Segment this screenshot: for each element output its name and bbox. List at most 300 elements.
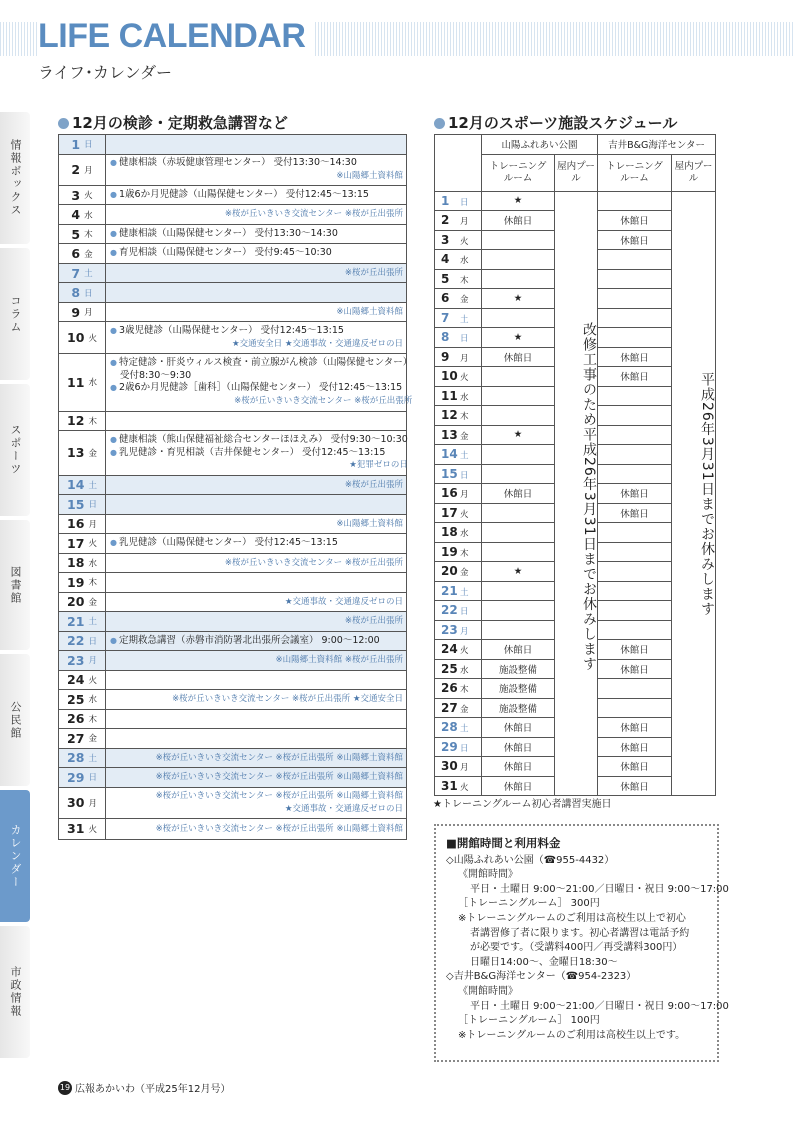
day-number: 13 (67, 445, 85, 461)
date-cell (435, 503, 482, 523)
day-number: 18 (67, 555, 85, 571)
weekday: 月 (460, 353, 469, 364)
event-item: ● 健康相談（赤坂健康管理センター） 受付13:30～14:30 (110, 157, 403, 170)
weekday: 月 (88, 519, 97, 530)
training-status-venue2: 休館日 (598, 718, 672, 738)
training-status-venue1 (482, 445, 555, 465)
date-cell (435, 211, 482, 231)
calendar-row (59, 283, 406, 303)
date-cell (435, 542, 482, 562)
day-number: 15 (67, 496, 85, 512)
pool-closed-notice-venue1: 改修工事のため平成26年3月31日までお休みします (555, 191, 598, 796)
training-status-venue1: ★ (482, 562, 555, 582)
sports-schedule-table (434, 134, 716, 796)
training-status-venue2: 休館日 (598, 211, 672, 231)
left-section-title: 12月の検診・定期救急講習など (58, 112, 288, 133)
training-status-venue1 (482, 308, 555, 328)
day-number: 29 (441, 739, 458, 754)
event-item: ※桜が丘出張所 (344, 479, 403, 490)
hours-fees-box (434, 824, 729, 1062)
day-number: 24 (67, 672, 85, 688)
side-tab[interactable]: 公民館 (0, 654, 30, 786)
training-status-venue2 (598, 562, 672, 582)
day-number: 9 (71, 304, 81, 320)
date-cell (435, 718, 482, 738)
training-status-venue1 (482, 620, 555, 640)
weekday: 月 (460, 217, 469, 228)
training-status-venue1: 休館日 (482, 718, 555, 738)
side-tab[interactable]: カレンダー (0, 790, 30, 922)
date-cell (435, 659, 482, 679)
date-cell (59, 354, 106, 411)
calendar-row (59, 412, 406, 432)
event-item: ● 1歳6か月児健診（山陽保健センター） 受付12:45～13:15 (110, 189, 403, 202)
date-cell (435, 425, 482, 445)
training-status-venue1: 休館日 (482, 757, 555, 777)
event-cell (106, 690, 406, 709)
training-status-venue2 (598, 328, 672, 348)
training-status-venue2 (598, 386, 672, 406)
weekday: 土 (88, 753, 97, 764)
weekday: 日 (88, 773, 97, 784)
weekday: 金 (84, 249, 93, 260)
right-section-title: 12月のスポーツ施設スケジュール (434, 112, 677, 133)
day-number: 28 (67, 750, 85, 766)
date-cell (435, 698, 482, 718)
date-cell (59, 788, 106, 818)
day-number: 17 (67, 535, 85, 551)
info-line: ※トレーニングルームのご利用は高校生以上です。 (458, 1029, 686, 1041)
event-item: ※桜が丘いきいき交流センター ※桜が丘出張所 ※山陽郷土資料館 (155, 791, 403, 802)
weekday: 木 (88, 714, 97, 725)
event-item: ● 育児相談（山陽保健センター） 受付9:45～10:30 (110, 247, 403, 260)
day-number: 29 (67, 769, 85, 785)
day-number: 25 (441, 661, 458, 676)
footer (58, 1080, 230, 1095)
training-status-venue2 (598, 523, 672, 543)
calendar-row (59, 573, 406, 593)
weekday: 木 (460, 685, 469, 696)
event-cell (106, 186, 406, 205)
training-status-venue2: 休館日 (598, 659, 672, 679)
date-cell (59, 768, 106, 787)
training-status-venue2: 休館日 (598, 640, 672, 660)
weekday: 日 (88, 636, 97, 647)
event-cell (106, 495, 406, 514)
day-number: 10 (67, 330, 85, 346)
calendar-row (59, 651, 406, 671)
day-number: 3 (71, 187, 81, 203)
calendar-row (59, 225, 406, 245)
day-number: 30 (67, 795, 85, 811)
event-cell (106, 632, 406, 651)
weekday: 火 (460, 509, 469, 520)
side-tab[interactable]: スポーツ (0, 384, 30, 516)
day-number: 23 (441, 622, 458, 637)
event-item: ● 乳児健診（山陽保健センター） 受付12:45～13:15 (110, 537, 403, 550)
training-status-venue1 (482, 230, 555, 250)
weekday: 土 (88, 480, 97, 491)
event-cell (106, 354, 415, 411)
weekday: 月 (88, 656, 97, 667)
event-item: ※桜が丘いきいき交流センター ※桜が丘出張所 ★交通安全日 (172, 694, 403, 705)
calendar-row (59, 205, 406, 225)
event-item: ● 健康相談（山陽保健センター） 受付13:30～14:30 (110, 228, 403, 241)
training-status-venue2 (598, 308, 672, 328)
date-cell (59, 593, 106, 612)
event-cell (106, 205, 406, 224)
training-status-venue2 (598, 289, 672, 309)
day-number: 26 (67, 711, 85, 727)
event-item: ★交通安全日 ★交通事故・交通違反ゼロの日 (232, 338, 403, 349)
pool-header: 屋内プール (672, 154, 716, 191)
calendar-row (59, 710, 406, 730)
event-cell (106, 534, 406, 553)
event-item: ● 定期救急講習（赤磐市消防署北出張所会議室） 9:00～12:00 (110, 635, 403, 648)
weekday: 火 (88, 539, 97, 550)
day-number: 20 (441, 564, 458, 579)
day-number: 27 (441, 700, 458, 715)
venue1-header: 山陽ふれあい公園 (482, 135, 598, 155)
info-line: ［トレーニングルーム］ 300円 (458, 898, 600, 910)
date-cell (435, 640, 482, 660)
info-line: ※トレーニングルームのご利用は高校生以上で初心 (458, 912, 686, 924)
event-cell (106, 671, 406, 690)
event-item: ※山陽郷土資料館 (336, 170, 403, 181)
weekday: 火 (88, 333, 97, 344)
info-line: ◇吉井B&G海洋センター（☎954-2323） (446, 971, 637, 983)
event-item: ※桜が丘いきいき交流センター ※桜が丘出張所 (234, 395, 413, 406)
training-status-venue2 (598, 269, 672, 289)
date-cell (59, 710, 106, 729)
event-item: ※桜が丘いきいき交流センター ※桜が丘出張所 ※山陽郷土資料館 (155, 772, 403, 783)
weekday: 火 (84, 191, 93, 202)
weekday: 土 (460, 451, 469, 462)
training-room-header: トレーニング ルーム (598, 154, 672, 191)
event-item: ※桜が丘いきいき交流センター ※桜が丘出張所 (224, 209, 403, 220)
event-item: ★交通事故・交通違反ゼロの日 (284, 803, 403, 814)
date-cell (59, 671, 106, 690)
weekday: 木 (460, 275, 469, 286)
weekday: 金 (88, 597, 97, 608)
day-number: 25 (67, 691, 85, 707)
training-room-header: トレーニング ルーム (482, 154, 555, 191)
date-cell (435, 523, 482, 543)
event-cell (106, 554, 406, 573)
date-cell (435, 347, 482, 367)
weekday: 火 (460, 373, 469, 384)
weekday: 金 (460, 704, 469, 715)
pool-closed-notice-venue2: 平成26年3月31日までお休みします (672, 191, 716, 796)
calendar-row (59, 788, 406, 819)
weekday: 木 (460, 548, 469, 559)
date-cell (59, 632, 106, 651)
info-line: が必要です。（受講料400円／再受講料300円） (470, 942, 683, 954)
training-status-venue1: 休館日 (482, 640, 555, 660)
side-tab[interactable]: 情報ボックス (0, 112, 30, 244)
training-status-venue2 (598, 425, 672, 445)
info-line: 《開館時間》 (458, 869, 518, 881)
weekday: 土 (88, 617, 97, 628)
training-status-venue2 (598, 698, 672, 718)
training-status-venue1: 休館日 (482, 484, 555, 504)
side-tab[interactable]: 市政情報 (0, 926, 30, 1058)
info-line: 平日・土曜日 9:00～21:00／日曜日・祝日 9:00～17:00 (470, 1000, 729, 1012)
weekday: 水 (84, 210, 93, 221)
event-item: ※桜が丘いきいき交流センター ※桜が丘出張所 (224, 557, 403, 568)
weekday: 水 (460, 529, 469, 540)
day-number: 3 (441, 232, 450, 247)
side-tab[interactable]: 図書館 (0, 520, 30, 650)
training-status-venue1 (482, 250, 555, 270)
date-cell (435, 367, 482, 387)
date-cell (59, 476, 106, 495)
day-number: 23 (67, 652, 85, 668)
day-number: 24 (441, 642, 458, 657)
day-number: 26 (441, 681, 458, 696)
date-cell (435, 230, 482, 250)
weekday: 火 (88, 675, 97, 686)
day-number: 19 (67, 574, 85, 590)
training-status-venue1: 休館日 (482, 211, 555, 231)
calendar-row (59, 593, 406, 613)
training-status-venue2 (598, 679, 672, 699)
training-status-venue1: ★ (482, 425, 555, 445)
training-status-venue1: 休館日 (482, 776, 555, 796)
info-line: 日曜日14:00～、金曜日18:30～ (470, 956, 618, 968)
day-number: 2 (441, 213, 450, 228)
calendar-row (59, 515, 406, 535)
event-cell (106, 322, 406, 352)
weekday: 水 (460, 256, 469, 267)
training-status-venue2 (598, 445, 672, 465)
event-cell (106, 135, 406, 154)
weekday: 木 (460, 412, 469, 423)
event-cell (106, 593, 406, 612)
training-status-venue1 (482, 601, 555, 621)
weekday: 日 (84, 288, 93, 299)
date-cell (59, 244, 106, 263)
day-number: 6 (441, 291, 450, 306)
event-item: ★交通事故・交通違反ゼロの日 (284, 596, 403, 607)
training-status-venue1: 施設整備 (482, 679, 555, 699)
event-item: ● 乳児健診・育児相談（吉井保健センター） 受付12:45～13:15 (110, 447, 408, 460)
date-cell (59, 303, 106, 322)
weekday: 金 (88, 448, 97, 459)
training-status-venue1 (482, 542, 555, 562)
date-cell (435, 289, 482, 309)
calendar-row (59, 612, 406, 632)
training-status-venue2 (598, 464, 672, 484)
date-cell (435, 386, 482, 406)
weekday: 月 (88, 798, 97, 809)
day-number: 21 (441, 583, 458, 598)
weekday: 金 (460, 568, 469, 579)
info-line: ◇山陽ふれあい公園（☎955-4432） (446, 854, 615, 866)
bullet-icon (58, 118, 69, 129)
training-status-venue2: 休館日 (598, 757, 672, 777)
date-cell (435, 445, 482, 465)
date-cell (59, 135, 106, 154)
date-cell (435, 406, 482, 426)
training-status-venue2: 休館日 (598, 776, 672, 796)
info-line: 《開館時間》 (458, 985, 518, 997)
event-cell (106, 155, 406, 185)
calendar-row (59, 671, 406, 691)
day-number: 2 (71, 162, 81, 178)
date-cell (59, 729, 106, 748)
calendar-row (59, 431, 406, 476)
day-number: 31 (67, 821, 85, 837)
event-cell (106, 225, 406, 244)
calendar-row (59, 749, 406, 769)
info-line: 者講習修了者に限ります。初心者講習は電話予約 (470, 927, 690, 939)
page-subtitle: ライフ･カレンダー (38, 63, 173, 82)
event-item: ● 特定健診・肝炎ウィルス検査・前立腺がん検診（山陽保健センター） (110, 357, 412, 370)
calendar-row (59, 729, 406, 749)
calendar-row (59, 186, 406, 206)
event-item: ※桜が丘いきいき交流センター ※桜が丘出張所 ※山陽郷土資料館 (155, 752, 403, 763)
calendar-row (59, 244, 406, 264)
weekday: 日 (88, 500, 97, 511)
day-number: 13 (441, 427, 458, 442)
training-status-venue2: 休館日 (598, 347, 672, 367)
weekday: 木 (88, 416, 97, 427)
page-number: 19 (58, 1081, 72, 1095)
info-line: 平日・土曜日 9:00～21:00／日曜日・祝日 9:00～17:00 (470, 883, 729, 895)
day-number: 6 (71, 246, 81, 262)
date-cell (435, 191, 482, 211)
day-number: 16 (441, 486, 458, 501)
pool-header: 屋内プール (555, 154, 598, 191)
training-status-venue1 (482, 386, 555, 406)
weekday: 日 (460, 743, 469, 754)
date-cell (59, 554, 106, 573)
calendar-row (59, 690, 406, 710)
event-cell (106, 244, 406, 263)
weekday: 土 (84, 269, 93, 280)
date-cell (435, 308, 482, 328)
weekday: 金 (88, 734, 97, 745)
calendar-row (59, 155, 406, 186)
weekday: 金 (460, 295, 469, 306)
calendar-row (59, 554, 406, 574)
date-cell (59, 612, 106, 631)
side-tab[interactable]: コラム (0, 248, 30, 380)
day-number: 11 (441, 388, 458, 403)
weekday: 日 (460, 470, 469, 481)
event-cell (106, 283, 406, 302)
day-number: 30 (441, 759, 458, 774)
day-number: 10 (441, 369, 458, 384)
event-item: 受付8:30～9:30 (120, 369, 192, 381)
day-number: 21 (67, 613, 85, 629)
exam-calendar-table (58, 134, 413, 840)
training-status-venue2: 休館日 (598, 503, 672, 523)
weekday: 火 (88, 824, 97, 835)
day-number: 1 (441, 193, 450, 208)
event-item: ※桜が丘いきいき交流センター ※桜が丘出張所 ※山陽郷土資料館 (155, 823, 403, 834)
weekday: 金 (460, 431, 469, 442)
weekday: 月 (460, 626, 469, 637)
weekday: 水 (460, 665, 469, 676)
event-cell (106, 729, 406, 748)
weekday: 月 (460, 490, 469, 501)
training-status-venue1: ★ (482, 328, 555, 348)
event-item: ● 3歳児健診（山陽保健センター） 受付12:45～13:15 (110, 325, 403, 338)
date-cell (435, 464, 482, 484)
date-cell (435, 776, 482, 796)
calendar-row (59, 322, 406, 353)
weekday: 月 (84, 165, 93, 176)
date-cell (435, 679, 482, 699)
info-line: ［トレーニングルーム］ 100円 (458, 1015, 600, 1027)
date-cell (435, 562, 482, 582)
calendar-row (59, 303, 406, 323)
weekday: 水 (460, 392, 469, 403)
day-number: 5 (71, 226, 81, 242)
weekday: 日 (460, 197, 469, 208)
day-number: 27 (67, 730, 85, 746)
day-number: 7 (71, 265, 81, 281)
calendar-row (59, 632, 406, 652)
training-status-venue1: ★ (482, 191, 555, 211)
day-number: 4 (441, 252, 450, 267)
calendar-row (59, 264, 406, 284)
event-item: ● 健康相談（熊山保健福祉総合センターほほえみ） 受付9:30～10:30 (110, 434, 408, 447)
day-number: 12 (67, 413, 85, 429)
info-title: ■開館時間と利用料金 (446, 836, 561, 850)
calendar-row (59, 476, 406, 496)
weekday: 火 (460, 646, 469, 657)
event-item: ★犯罪ゼロの日 (349, 460, 408, 471)
event-item: ● 2歳6か月児健診［歯科］（山陽保健センター） 受付12:45～13:15 (110, 382, 412, 395)
training-status-venue1: 休館日 (482, 737, 555, 757)
event-cell (106, 749, 406, 768)
calendar-row (59, 768, 406, 788)
date-cell (435, 269, 482, 289)
day-number: 18 (441, 525, 458, 540)
event-cell (106, 476, 406, 495)
date-cell (59, 573, 106, 592)
training-status-venue1: 施設整備 (482, 698, 555, 718)
weekday: 水 (88, 695, 97, 706)
training-status-venue1 (482, 503, 555, 523)
day-number: 16 (67, 516, 85, 532)
training-status-venue2: 休館日 (598, 230, 672, 250)
event-cell (106, 264, 406, 283)
training-status-venue2 (598, 191, 672, 211)
date-cell (59, 749, 106, 768)
event-cell (106, 573, 406, 592)
calendar-row (59, 354, 413, 412)
date-cell (435, 250, 482, 270)
event-item: ※山陽郷土資料館 (336, 518, 403, 529)
calendar-row (59, 495, 406, 515)
calendar-row (59, 819, 406, 839)
training-status-venue1: 施設整備 (482, 659, 555, 679)
day-number: 14 (67, 477, 85, 493)
venue2-header: 吉井B&G海洋センター (598, 135, 716, 155)
event-cell (106, 651, 406, 670)
training-status-venue1 (482, 406, 555, 426)
date-cell (435, 484, 482, 504)
date-cell (59, 186, 106, 205)
date-cell (59, 431, 106, 475)
day-number: 8 (71, 285, 81, 301)
weekday: 土 (460, 724, 469, 735)
day-number: 5 (441, 271, 450, 286)
